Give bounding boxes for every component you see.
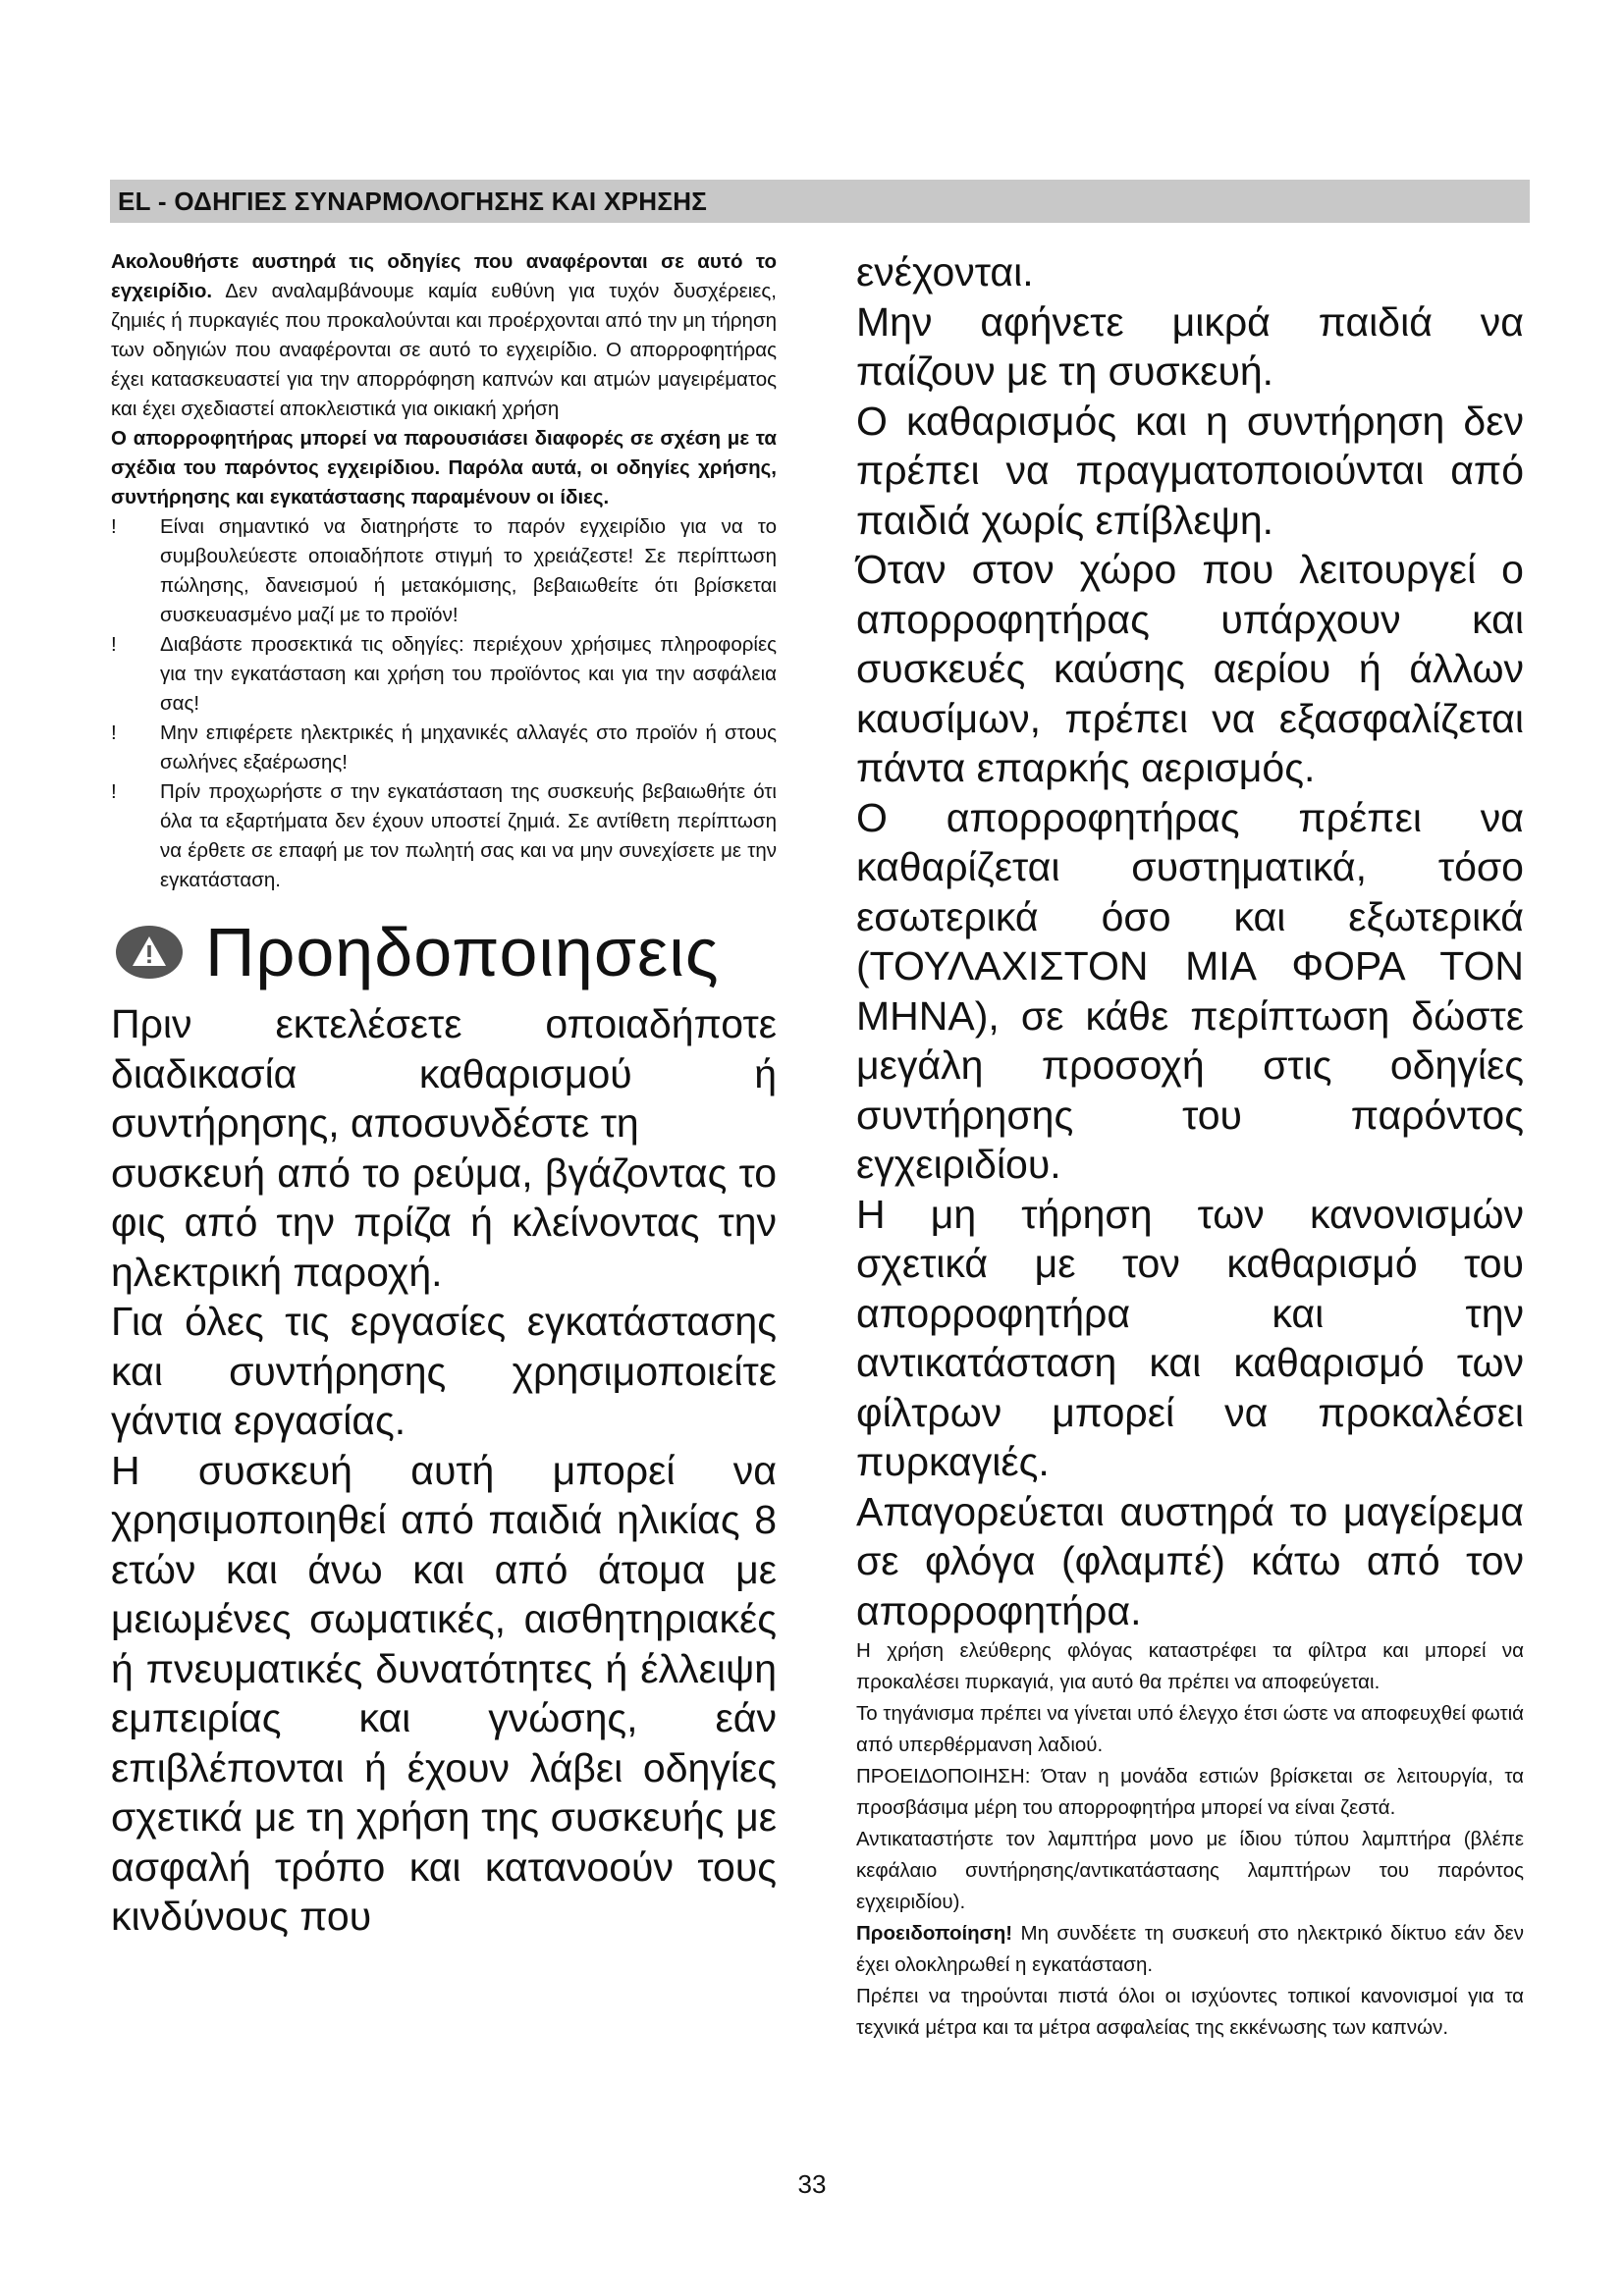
warning-paragraph: Η συσκευή αυτή μπορεί να χρησιμοποιηθεί από παιδιά ηλικίας 8 ετών και άνω και από άτομα με μειωμένες σωματικές, αισθητηριακές ή πνευματικές δυνατότητες ή έλλειψη εμπειρίας και γνώσης, εάν επιβλέπονται ή έχουν λάβει οδηγίες σχετικά με τη χρήση της συσκευής με ασφαλή τρόπο και κατανοούν τους κινδύνους που: [111, 1447, 777, 1939]
warning-paragraph: συσκευή από το ρεύμα, βγάζοντας το φις από την πρίζα ή κλείνοντας την ηλεκτρική παροχή.: [111, 1149, 777, 1295]
right-paragraph: Ο καθαρισμός και η συντήρηση δεν πρέπει να πραγματοποιούνται από παιδιά χωρίς επίβλεψη.: [856, 398, 1524, 543]
intro-rest: Δεν αναλαμβάνουμε καμία ευθύνη για τυχόν δυσχέρειες, ζημιές ή πυρκαγιές που προκαλούνται και προέρχονται από την μη τήρηση των οδηγιών που αναφέρονται σε αυτό το εγχειρίδιο. Ο απορροφητήρας έχει κατασκευαστεί για την απορρόφηση καπνών και ατμών μαγειρέματος και έχει σχεδιαστεί αποκλειστικά για οικιακή χρήση: [111, 280, 777, 420]
warning-triangle-icon: [115, 925, 184, 980]
right-paragraph: Μην αφήνετε μικρά παιδιά να παίζουν με τη συσκευή.: [856, 298, 1524, 394]
bullet-item: [111, 512, 777, 630]
warning-paragraph: Πριν εκτελέσετε οποιαδήποτε διαδικασία καθαρισμού ή συντήρησης, αποσυνδέστε τη: [111, 1001, 777, 1146]
final-paragraph: Πρέπει να τηρούνται πιστά όλοι οι ισχύοντες τοπικοί κανονισμοί για τα τεχνικά μέτρα και τα μέτρα ασφαλείας της εκκένωσης των καπνών.: [856, 1985, 1524, 2039]
intro-block: [111, 247, 777, 895]
exclamation-icon: !: [111, 721, 117, 744]
left-column: [111, 247, 777, 1942]
right-column: [856, 247, 1524, 2044]
warning-paragraph: Για όλες τις εργασίες εγκατάστασης και συντήρησης χρησιμοποιείτε γάντια εργασίας.: [111, 1299, 777, 1443]
bullet-text: Είναι σημαντικό να διατηρήστε το παρόν εγχειρίδιο για να το συμβουλεύεστε οποιαδήποτε στιγμή το χρειάζεστε! Σε περίπτωση πώλησης, δανεισμού ή μετακόμισης, βεβαιωθείτε ότι βρίσκεται συσκευασμένο μαζί με το προϊόν!: [160, 515, 777, 626]
warnings-title: Προηδοποιησεις: [205, 914, 720, 990]
right-small-block: [856, 1635, 1524, 2044]
section-header: [110, 180, 1530, 223]
bullet-item: [111, 777, 777, 895]
right-paragraph: Όταν στον χώρο που λειτουργεί ο απορροφητήρας υπάρχουν και συσκευές καύσης αερίου ή άλλων καυσίμων, πρέπει να εξασφαλίζεται πάντα επαρκής αερισμός.: [856, 547, 1524, 790]
warnings-body: [111, 999, 777, 1942]
right-paragraph: Ο απορροφητήρας πρέπει να καθαρίζεται συστηματικά, τόσο εσωτερικά όσο και εξωτερικά (ΤΟΥΛΑΧΙΣΤΟΝ ΜΙΑ ΦΟΡΑ ΤΟΝ ΜΗΝΑ), σε κάθε περίπτωση δώστε μεγάλη προσοχή στις οδηγίες συντήρησης του παρόντος εγχειριδίου.: [856, 794, 1524, 1187]
bullet-text: Πρίν προχωρήστε σ την εγκατάσταση της συσκευής βεβαιωθήτε ότι όλα τα εξαρτήματα δεν έχουν υποστεί ζημιά. Σε αντίθετη περίπτωση να έρθετε σε επαφή με τον πωλητή σας και να μην συνεχίσετε με την εγκατάσταση.: [160, 780, 777, 891]
caution-rest: Μη συνδέετε τη συσκευή στο ηλεκτρικό δίκτυο εάν δεν έχει ολοκληρωθεί η εγκατάσταση.: [856, 1922, 1524, 1976]
intro-bold: Ακολουθήστε αυστηρά τις οδηγίες που αναφέρονται σε αυτό το εγχειρίδιο.: [111, 250, 777, 302]
bullet-text: Διαβάστε προσεκτικά τις οδηγίες: περιέχουν χρήσιμες πληροφορίες για την εγκατάσταση και χρήση του προϊόντος και για την ασφάλεια σας!: [160, 633, 777, 715]
section-header-title: EL - ΟΔΗΓΙΕΣ ΣΥΝΑΡΜΟΛΟΓΗΣΗΣ ΚΑΙ ΧΡΗΣΗΣ: [118, 187, 708, 216]
right-paragraph: Απαγορεύεται αυστηρά το μαγείρεμα σε φλόγα (φλαμπέ) κάτω από τον απορροφητήρα.: [856, 1488, 1524, 1633]
bullet-text: Μην επιφέρετε ηλεκτρικές ή μηχανικές αλλαγές στο προϊόν ή στους σωλήνες εξαέρωσης!: [160, 721, 777, 774]
variance-paragraph: Ο απορροφητήρας μπορεί να παρουσιάσει διαφορές σε σχέση με τα σχέδια του παρόντος εγχειρίδιου. Παρόλα αυτά, οι οδηγίες χρήσης, συντήρησης και εγκατάστασης παραμένουν οι ίδιες.: [111, 427, 777, 508]
note-paragraph: Η χρήση ελεύθερης φλόγας καταστρέφει τα φίλτρα και μπορεί να προκαλέσει πυρκαγιά, για αυτό θα πρέπει να αποφεύγεται.: [856, 1639, 1524, 1693]
caution-bold: Προειδοποίηση!: [856, 1922, 1013, 1945]
exclamation-icon: !: [111, 515, 117, 538]
exclamation-icon: !: [111, 633, 117, 656]
exclamation-icon: !: [111, 780, 117, 803]
right-paragraph: ενέχονται.: [856, 249, 1034, 294]
warnings-heading: [111, 915, 777, 989]
note-paragraph: Αντικαταστήστε τον λαμπτήρα μονο με ίδιου τύπου λαμπτήρα (βλέπε κεφάλαιο συντήρησης/αντικατάστασης λαμπτήρων του παρόντος εγχειριδίου).: [856, 1828, 1524, 1913]
right-big-block: [856, 247, 1524, 1635]
caution-paragraph: [856, 1918, 1524, 1981]
note-paragraph: Το τηγάνισμα πρέπει να γίνεται υπό έλεγχο έτσι ώστε να αποφευχθεί φωτιά από υπερθέρμανση λαδιού.: [856, 1702, 1524, 1756]
right-paragraph: Η μη τήρηση των κανονισμών σχετικά με τον καθαρισμό του απορροφητήρα και την αντικατάσταση και καθαρισμό των φίλτρων μπορεί να προκαλέσει πυρκαγιές.: [856, 1191, 1524, 1484]
bullet-item: [111, 630, 777, 719]
intro-paragraph: [111, 247, 777, 424]
note-paragraph: ΠΡΟΕΙΔΟΠΟΙΗΣΗ: Όταν η μονάδα εστιών βρίσκεται σε λειτουργία, τα προσβάσιμα μέρη του απορροφητήρα μπορεί να είναι ζεστά.: [856, 1765, 1524, 1819]
bullet-item: [111, 719, 777, 777]
page-number: 33: [797, 2169, 827, 2199]
